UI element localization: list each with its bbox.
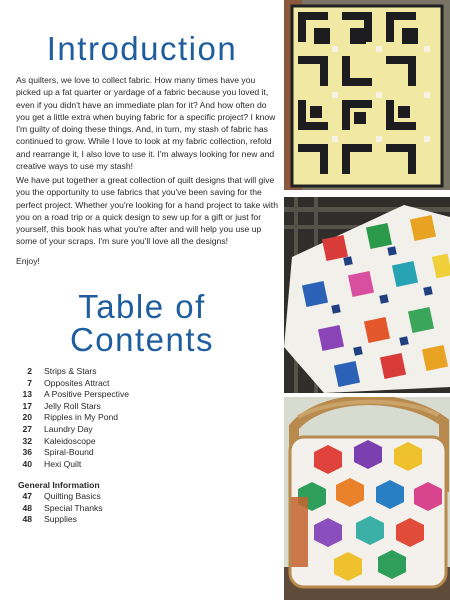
toc-page-number: 17 (22, 400, 32, 411)
toc-page-number: 27 (22, 423, 32, 434)
toc-general-list (18, 491, 278, 526)
toc-entry-title: Supplies (44, 514, 77, 525)
toc-entry-title: A Positive Perspective (44, 389, 130, 400)
toc-entry-title: Hexi Quilt (44, 458, 82, 469)
toc-entry[interactable] (18, 436, 278, 448)
toc-page-number: 13 (22, 389, 32, 400)
toc-entry-title: Quilting Basics (44, 491, 101, 501)
toc-page-number: 36 (22, 447, 32, 458)
toc-page-number: 47 (22, 491, 32, 501)
intro-paragraph: As quilters, we love to collect fabric. How many times have you picked up a fat quarter or yardage of a fabric because you loved it, even if you didn't have an immediate plan for it? And how often do you get a little extra when buying fabric for a specific project? I know I'm guilty of doing these things. And, in turn, my stash of fabric has continued to grow. While I love to look at my fabric collection, refold and rearrange it, I also love to use it. I'm always looking for new and creative ways to use my stash! (16, 75, 276, 172)
quilt-photo-black-yellow (284, 0, 450, 190)
toc-entry-title: Kaleidoscope (44, 435, 96, 446)
intro-signoff: Enjoy! (16, 256, 40, 266)
quilt-photo-colorful-ninepatch (284, 197, 450, 393)
toc-entry[interactable] (18, 389, 278, 401)
toc-entry[interactable] (18, 378, 278, 390)
quilt-photo-hexagon (284, 397, 450, 600)
toc-entry-title: Opposites Attract (44, 377, 110, 388)
toc-entry-title: Ripples in My Pond (44, 412, 119, 423)
toc-entry[interactable] (18, 491, 278, 503)
toc-list (18, 366, 278, 470)
toc-page-number: 40 (22, 458, 32, 469)
quilt-image-black-yellow (284, 0, 450, 190)
quilt-image-colorful-ninepatch (284, 197, 450, 393)
toc-entry-title: Spiral-Bound (44, 447, 94, 458)
toc-entry[interactable] (18, 401, 278, 413)
toc-general-heading: General Information (18, 480, 100, 490)
toc-entry[interactable] (18, 366, 278, 378)
toc-page-number: 7 (27, 377, 32, 388)
toc-entry-title: Special Thanks (44, 502, 103, 513)
toc-entry[interactable] (18, 514, 278, 526)
toc-title (0, 290, 284, 356)
toc-entry[interactable] (18, 447, 278, 459)
toc-entry-title: Jelly Roll Stars (44, 400, 101, 411)
toc-page-number: 32 (22, 435, 32, 446)
toc-page-number: 48 (22, 502, 32, 513)
intro-paragraph: We have put together a great collection of quilt designs that will give you the opportunity to use fabrics that you've been saving for the perfect project. Whether you're looking for a hand project to take with you on a road trip or a quick design to sew up for a gift or just for yourself, this book has what you're after and will help you use up some of your scraps. I'm sure you'll love all the designs! (16, 175, 278, 247)
toc-title-line2: Contents (69, 321, 215, 358)
toc-entry-title: Laundry Day (44, 423, 93, 434)
toc-page-number: 2 (27, 366, 32, 376)
toc-title-line1: Table of (78, 288, 206, 325)
toc-entry-title: Strips & Stars (44, 366, 97, 376)
toc-entry[interactable] (18, 459, 278, 471)
quilt-image-hexagon (284, 397, 450, 600)
toc-entry[interactable] (18, 503, 278, 515)
toc-entry[interactable] (18, 424, 278, 436)
intro-title: Introduction (46, 30, 238, 67)
toc-page-number: 20 (22, 412, 32, 423)
toc-entry[interactable] (18, 412, 278, 424)
toc-page-number: 48 (22, 514, 32, 525)
